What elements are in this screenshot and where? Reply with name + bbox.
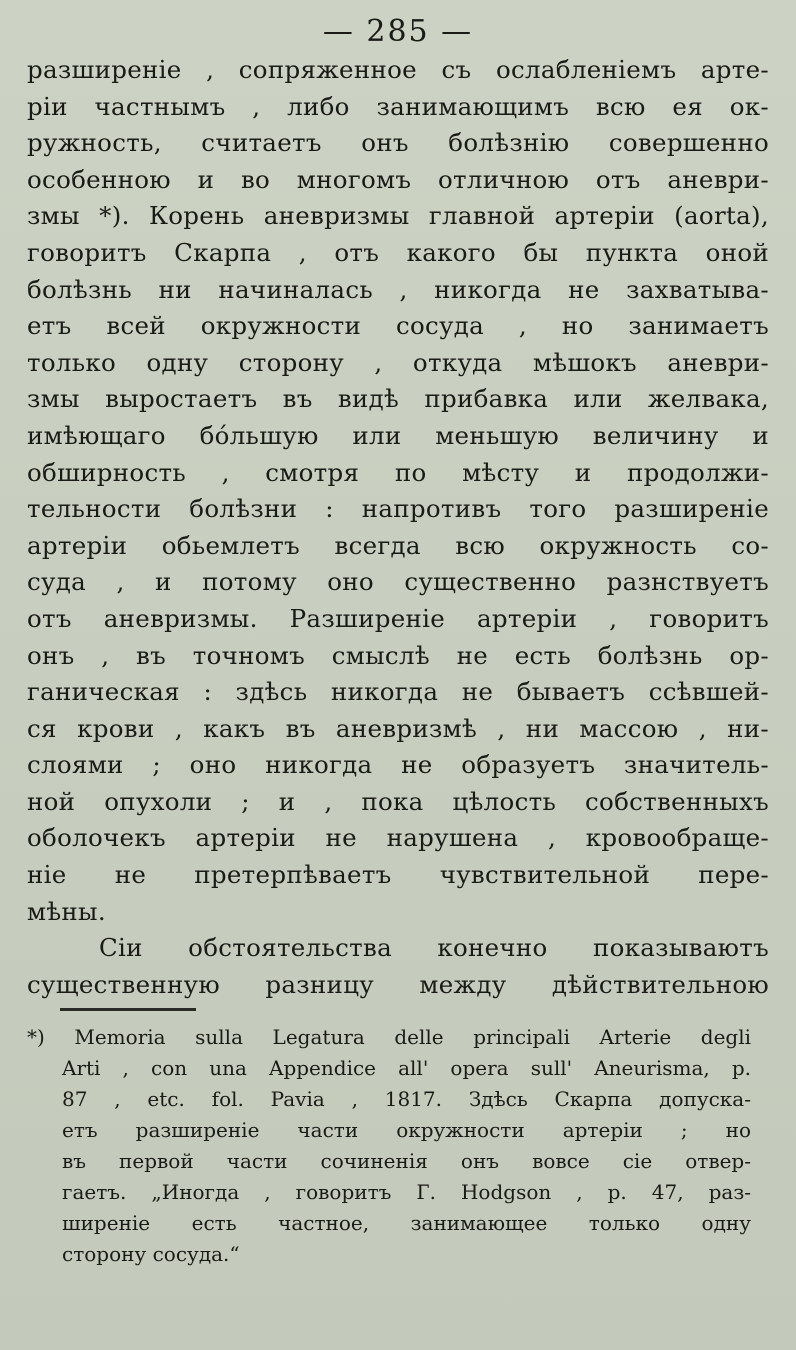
text-line: особенною и во многомъ отличною отъ аневри- [27,164,769,194]
text-line: мѣны. [27,896,106,926]
paragraph-start-line: Сіи обстоятельства конечно показываютъ [99,933,769,963]
text-line: говоритъ Скарпа , отъ какого бы пункта оной [27,237,769,267]
text-line: артеріи обьемлетъ всегда всю окружность со- [27,530,769,560]
text-line: суда , и потому оно существенно разнствуетъ [27,567,769,597]
footnote-line: *) Memoria sulla Legatura delle principali Arterie degli [27,1025,751,1049]
text-line: обширность , смотря по мѣсту и продолжи- [27,457,769,487]
text-line: оболочекъ артеріи не нарушена , кровообраще- [27,823,769,853]
footnote-line: сторону сосуда.“ [62,1242,240,1266]
text-line: ружность, считаетъ онъ болѣзнію совершенно [27,128,769,158]
page-number: — 285 — [322,14,474,49]
text-line: онъ , въ точномъ смыслѣ не есть болѣзнь ор- [27,640,769,670]
footnote-line: Arti , con una Appendice all' opera sull' Aneurisma, p. [62,1056,751,1080]
main-text [27,52,769,1003]
footnote-line: въ первой части сочиненія онъ вовсе сіе отвер- [62,1149,751,1173]
text-line: существенную разницу между дѣйствительною [27,969,769,999]
text-line: слоями ; оно никогда не образуетъ значитель- [27,750,769,780]
text-line: тельности болѣзни : напротивъ того разширеніе [27,494,769,524]
text-line: ніе не претерпѣваетъ чувствительной пере- [27,860,769,890]
text-line: отъ аневризмы. Разширеніе артеріи , говоритъ [27,603,769,633]
footnote-line: гаетъ. „Иногда , говоритъ Г. Hodgson , p. 47, раз- [62,1180,751,1204]
footnote-line: ширеніе есть частное, занимающее только одну [62,1211,751,1235]
footnote [27,1022,751,1270]
text-line: ся крови , какъ въ аневризмѣ , ни массою , ни- [27,713,769,743]
text-line: ной опухоли ; и , пока цѣлость собственныхъ [27,786,769,816]
text-line: змы *). Корень аневризмы главной артеріи (aorta), [27,201,769,231]
text-line: етъ всей окружности сосуда , но занимаетъ [27,311,769,341]
text-line: ганическая : здѣсь никогда не бываетъ ссѣвшей- [27,677,769,707]
text-line: ріи частнымъ , либо занимающимъ всю ея ок- [27,91,769,121]
text-line: болѣзнь ни начиналась , никогда не захватыва- [27,274,769,304]
text-line: змы выростаетъ въ видѣ прибавка или желвака, [27,384,769,414]
text-line: имѣющаго бо́льшую или меньшую величину и [27,420,769,450]
text-line: только одну сторону , откуда мѣшокъ аневри- [27,347,769,377]
text-line: разширеніе , сопряженное съ ослабленіемъ арте- [27,55,769,84]
footnote-line: етъ разширеніе части окружности артеріи ; но [62,1118,751,1142]
footnote-separator [60,1008,196,1011]
footnote-line: 87 , etc. fol. Pavia , 1817. Здѣсь Скарпа допуска- [62,1087,751,1111]
